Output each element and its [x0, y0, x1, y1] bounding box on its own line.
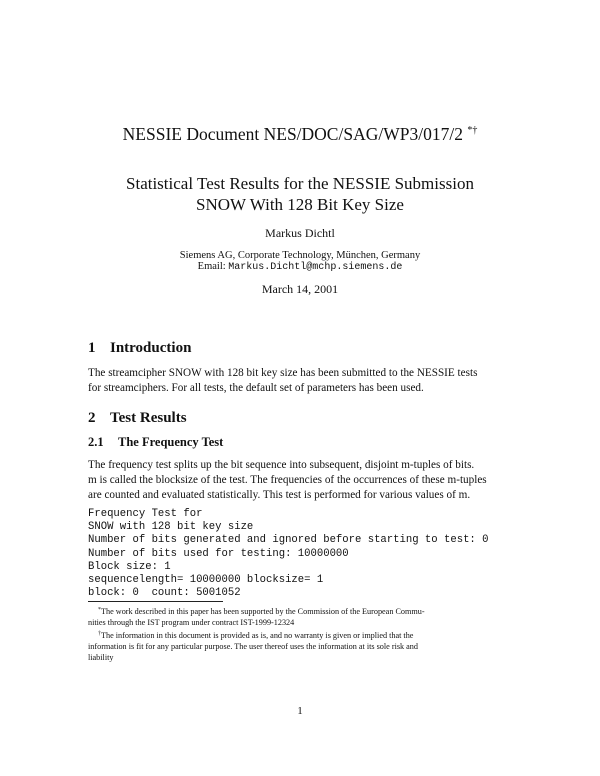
footnote-line [88, 605, 508, 617]
document-id-title [0, 121, 600, 144]
section-number: 2 [88, 410, 96, 426]
code-line: SNOW with 128 bit key size [88, 521, 254, 534]
test-output-code-block [88, 508, 489, 600]
code-line: sequencelength= 10000000 blocksize= 1 [88, 574, 324, 587]
footnote-text: The work described in this paper has been supported by the Commission of the European Commu- [101, 607, 425, 616]
subsection-title: The Frequency Test [118, 435, 224, 449]
footnote-line [88, 629, 508, 641]
affiliation-block [0, 250, 600, 273]
paragraph-line: m is called the blocksize of the test. The frequencies of the occurrences of these m-tuples [88, 474, 487, 486]
code-line: Frequency Test for [88, 508, 203, 520]
paragraph-line: for streamciphers. For all tests, the default set of parameters has been used. [88, 382, 424, 394]
paper-title [0, 173, 600, 215]
footnote-mark: † [98, 631, 101, 637]
footnote-line: nities through the IST program under contract IST-1999-12324 [88, 618, 295, 627]
code-line: Number of bits used for testing: 10000000 [88, 547, 349, 560]
code-line: block: 0 count: 5001052 [88, 587, 241, 600]
publication-date: March 14, 2001 [261, 282, 339, 296]
paper-title-line-1: Statistical Test Results for the NESSIE Submission [126, 174, 474, 193]
footnote-mark: * [98, 607, 101, 613]
intro-paragraph [88, 366, 508, 396]
email-line [0, 261, 600, 273]
footnote-line: liability [88, 653, 114, 662]
paragraph-line: are counted and evaluated statistically. This test is performed for various values of m. [88, 489, 471, 501]
title-footnote-marks: *† [467, 125, 478, 136]
section-heading-introduction [88, 339, 191, 357]
subsection-number: 2.1 [88, 435, 104, 449]
email-label: Email: [197, 261, 226, 272]
section-number: 1 [88, 340, 96, 356]
paragraph-line: The streamcipher SNOW with 128 bit key size has been submitted to the NESSIE tests [88, 367, 478, 379]
subsection-heading-frequency-test [88, 435, 223, 450]
page-number: 1 [297, 705, 303, 717]
section-title: Introduction [110, 340, 192, 356]
email-address: Markus.Dichtl@mchp.siemens.de [228, 262, 403, 273]
author-name: Markus Dichtl [265, 226, 335, 240]
paragraph-line: The frequency test splits up the bit sequence into subsequent, disjoint m-tuples of bits. [88, 459, 475, 471]
affiliation: Siemens AG, Corporate Technology, München, Germany [179, 250, 421, 261]
paper-title-line-2: SNOW With 128 Bit Key Size [196, 195, 404, 214]
section-title: Test Results [110, 410, 187, 426]
footnote-2 [88, 629, 508, 663]
code-line: Block size: 1 [88, 560, 171, 573]
frequency-paragraph [88, 458, 508, 503]
footnote-1 [88, 605, 508, 628]
footnote-line: information is fit for any particular purpose. The user thereof uses the information at its sole risk and [88, 642, 418, 651]
document-id-text: NESSIE Document NES/DOC/SAG/WP3/017/2 [122, 124, 463, 144]
code-line: Number of bits generated and ignored before starting to test: 0 [88, 534, 489, 547]
footnote-text: The information in this document is provided as is, and no warranty is given or implied that the [101, 631, 414, 640]
section-heading-test-results [88, 409, 187, 427]
footnote-divider [88, 601, 223, 602]
